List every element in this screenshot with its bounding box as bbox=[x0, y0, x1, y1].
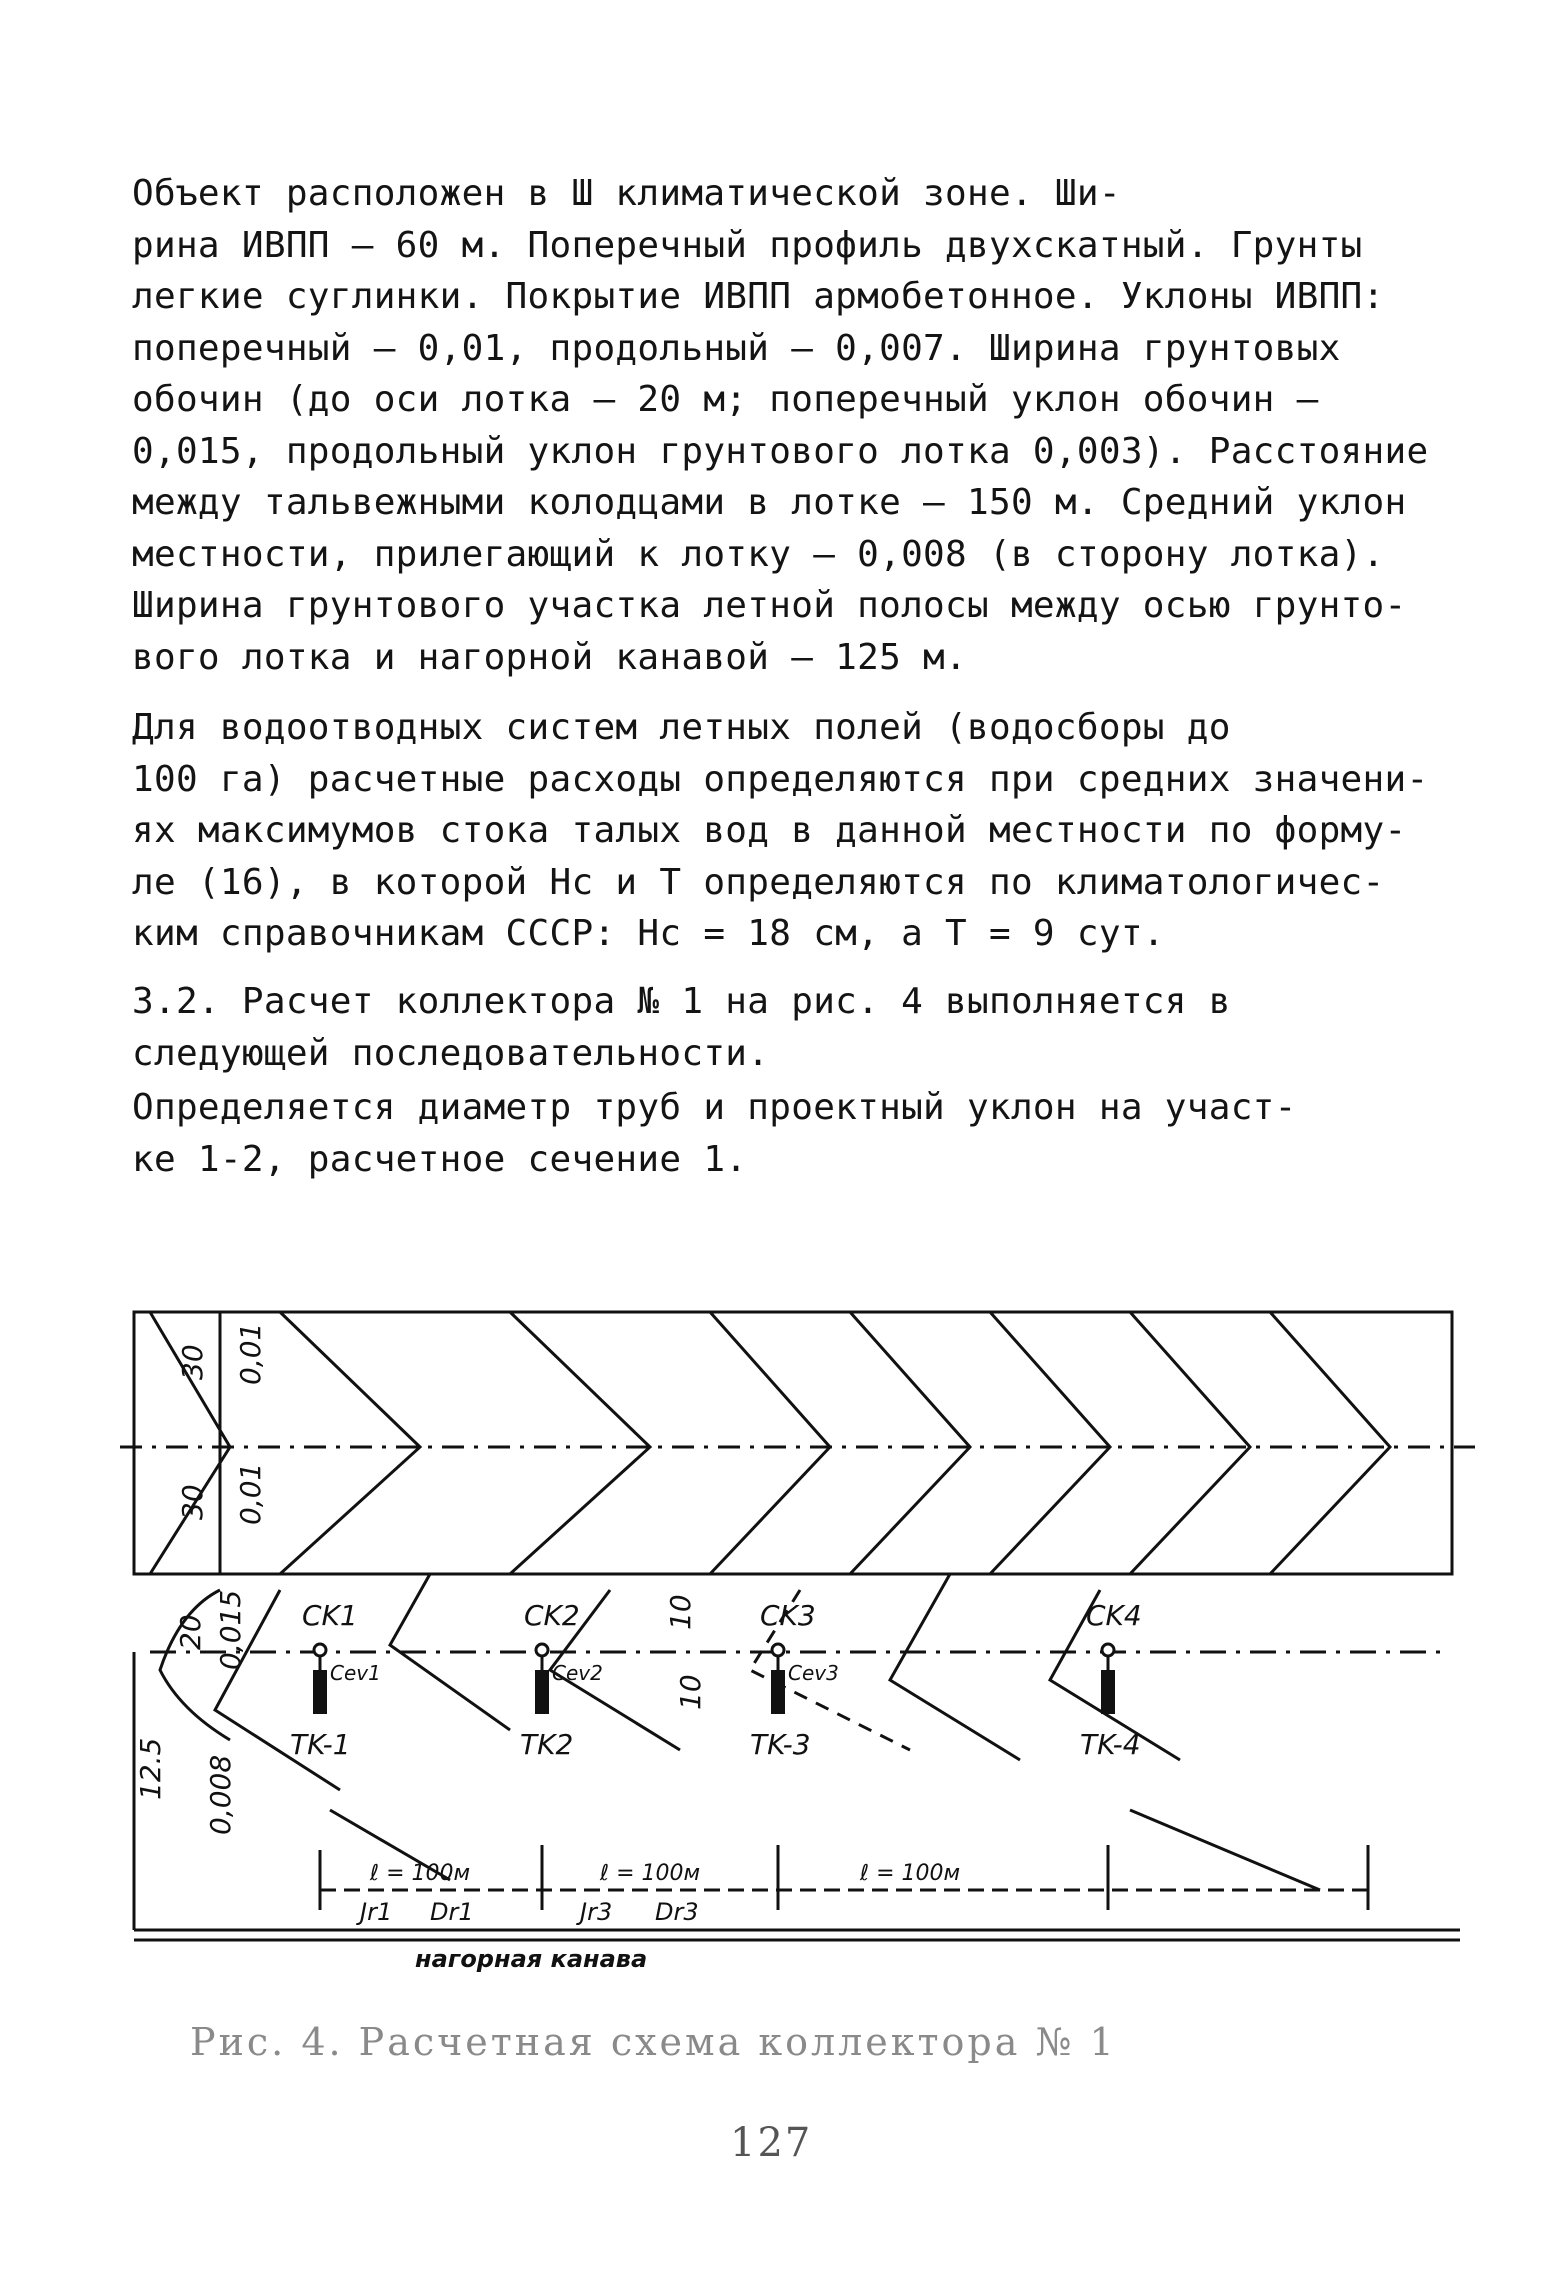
well-ck2 bbox=[536, 1644, 548, 1656]
text-line: ле (16), в которой Hc и T определяются по климатологичес- bbox=[132, 861, 1385, 903]
span-label: ℓ = 100м bbox=[600, 1861, 701, 1886]
text-line: ях максимумов стока талых вод в данной местности по форму- bbox=[132, 810, 1407, 851]
text-line: между тальвежными колодцами в лотке – 150 м. Средний уклон bbox=[132, 482, 1407, 523]
well-ck4 bbox=[1102, 1644, 1114, 1656]
well-label-ck: CK2 bbox=[524, 1599, 580, 1632]
dim-label: 10 bbox=[664, 1594, 697, 1630]
well-ck3 bbox=[772, 1644, 784, 1656]
well-label-ck: CK4 bbox=[1086, 1599, 1142, 1632]
runway-chevron bbox=[1130, 1312, 1250, 1574]
collector-scheme-figure bbox=[120, 1290, 1480, 1980]
runway-chevron bbox=[1270, 1312, 1390, 1574]
flow-label: Dr3 bbox=[655, 1898, 699, 1926]
slope-label: 0,01 bbox=[234, 1322, 267, 1385]
dim-label: 30 bbox=[176, 1484, 209, 1520]
text-line: Ширина грунтового участка летной полосы между осью грунто- bbox=[132, 585, 1407, 626]
well-label-tk: TK-3 bbox=[750, 1728, 811, 1761]
ditch-label: нагорная канава bbox=[415, 1945, 648, 1973]
tk-well bbox=[535, 1670, 549, 1714]
flow-label: Jr1 bbox=[360, 1898, 393, 1926]
well-label-tk: TK-4 bbox=[1080, 1728, 1141, 1761]
text-line: обочин (до оси лотка – 20 м; поперечный уклон обочин – bbox=[132, 379, 1319, 420]
runway-chevron bbox=[510, 1312, 650, 1574]
text-line: местности, прилегающий к лотку – 0,008 (в сторону лотка). bbox=[132, 533, 1385, 575]
paragraph-pipe-diameter bbox=[132, 1082, 1392, 1185]
tray-chevron bbox=[890, 1574, 1020, 1760]
runway-chevron bbox=[850, 1312, 970, 1574]
tk-well bbox=[771, 1670, 785, 1714]
well-label-ck: CK1 bbox=[302, 1599, 358, 1632]
text-line: 100 га) расчетные расходы определяются при средних значени- bbox=[132, 758, 1429, 800]
section-label: Cev3 bbox=[788, 1661, 839, 1685]
well-ck1 bbox=[314, 1644, 326, 1656]
flow-label: Dr1 bbox=[430, 1898, 474, 1926]
tk-well bbox=[313, 1670, 327, 1714]
text-line: 0,015, продольный уклон грунтового лотка 0,003). Расстояние bbox=[132, 430, 1429, 472]
well-label-tk: TK-1 bbox=[290, 1728, 351, 1761]
text-line: ке 1-2, расчетное сечение 1. bbox=[132, 1138, 748, 1180]
well-group bbox=[313, 1644, 1115, 1714]
span-label: ℓ = 100м bbox=[370, 1861, 471, 1886]
runway-chevron bbox=[990, 1312, 1110, 1574]
well-label-ck: CK3 bbox=[760, 1599, 816, 1632]
text-line: 3.2. Расчет коллектора № 1 на рис. 4 выполняется в bbox=[132, 981, 1231, 1022]
runway-chevron bbox=[710, 1312, 830, 1574]
text-line: следующей последовательности. bbox=[132, 1032, 770, 1074]
slope-label: 0,008 bbox=[204, 1754, 237, 1835]
paragraph-object-description bbox=[132, 168, 1429, 683]
tray-chevron bbox=[1130, 1810, 1320, 1890]
text-line: ким справочникам СССР: Hc = 18 см, а T = 9 сут. bbox=[132, 913, 1165, 954]
slope-label: 0,01 bbox=[234, 1462, 267, 1525]
section-label: Cev1 bbox=[330, 1661, 381, 1685]
text-line: вого лотка и нагорной канавой – 125 м. bbox=[132, 636, 968, 678]
span-label: ℓ = 100м bbox=[860, 1861, 961, 1886]
dim-label: 12.5 bbox=[134, 1737, 167, 1800]
text-line: рина ИВПП – 60 м. Поперечный профиль двухскатный. Грунты bbox=[132, 224, 1363, 266]
well-label-tk: TK2 bbox=[520, 1728, 574, 1761]
slope-label: 0,015 bbox=[214, 1589, 247, 1670]
text-line: Определяется диаметр труб и проектный уклон на участ- bbox=[132, 1087, 1297, 1128]
text-line: поперечный – 0,01, продольный – 0,007. Ширина грунтовых bbox=[132, 327, 1341, 369]
text-line: Для водоотводных систем летных полей (водосборы до bbox=[132, 707, 1231, 748]
text-line: легкие суглинки. Покрытие ИВПП армобетонное. Уклоны ИВПП: bbox=[132, 276, 1385, 317]
tk-well bbox=[1101, 1670, 1115, 1714]
text-line: Объект расположен в Ш климатической зоне. Ши- bbox=[132, 173, 1121, 214]
paragraph-drainage-systems bbox=[132, 702, 1429, 960]
figure-caption: Рис. 4. Расчетная схема коллектора № 1 bbox=[190, 2020, 1117, 2064]
flow-label: Jr3 bbox=[580, 1898, 613, 1926]
runway-chevron bbox=[280, 1312, 420, 1574]
section-label: Cev2 bbox=[552, 1661, 603, 1685]
dim-label: 30 bbox=[176, 1344, 209, 1380]
runway-outline bbox=[134, 1312, 1452, 1574]
dim-label: 20 bbox=[174, 1614, 207, 1650]
page-number: 127 bbox=[730, 2120, 813, 2166]
paragraph-collector-calc bbox=[132, 976, 1392, 1079]
dim-label: 10 bbox=[674, 1674, 707, 1710]
